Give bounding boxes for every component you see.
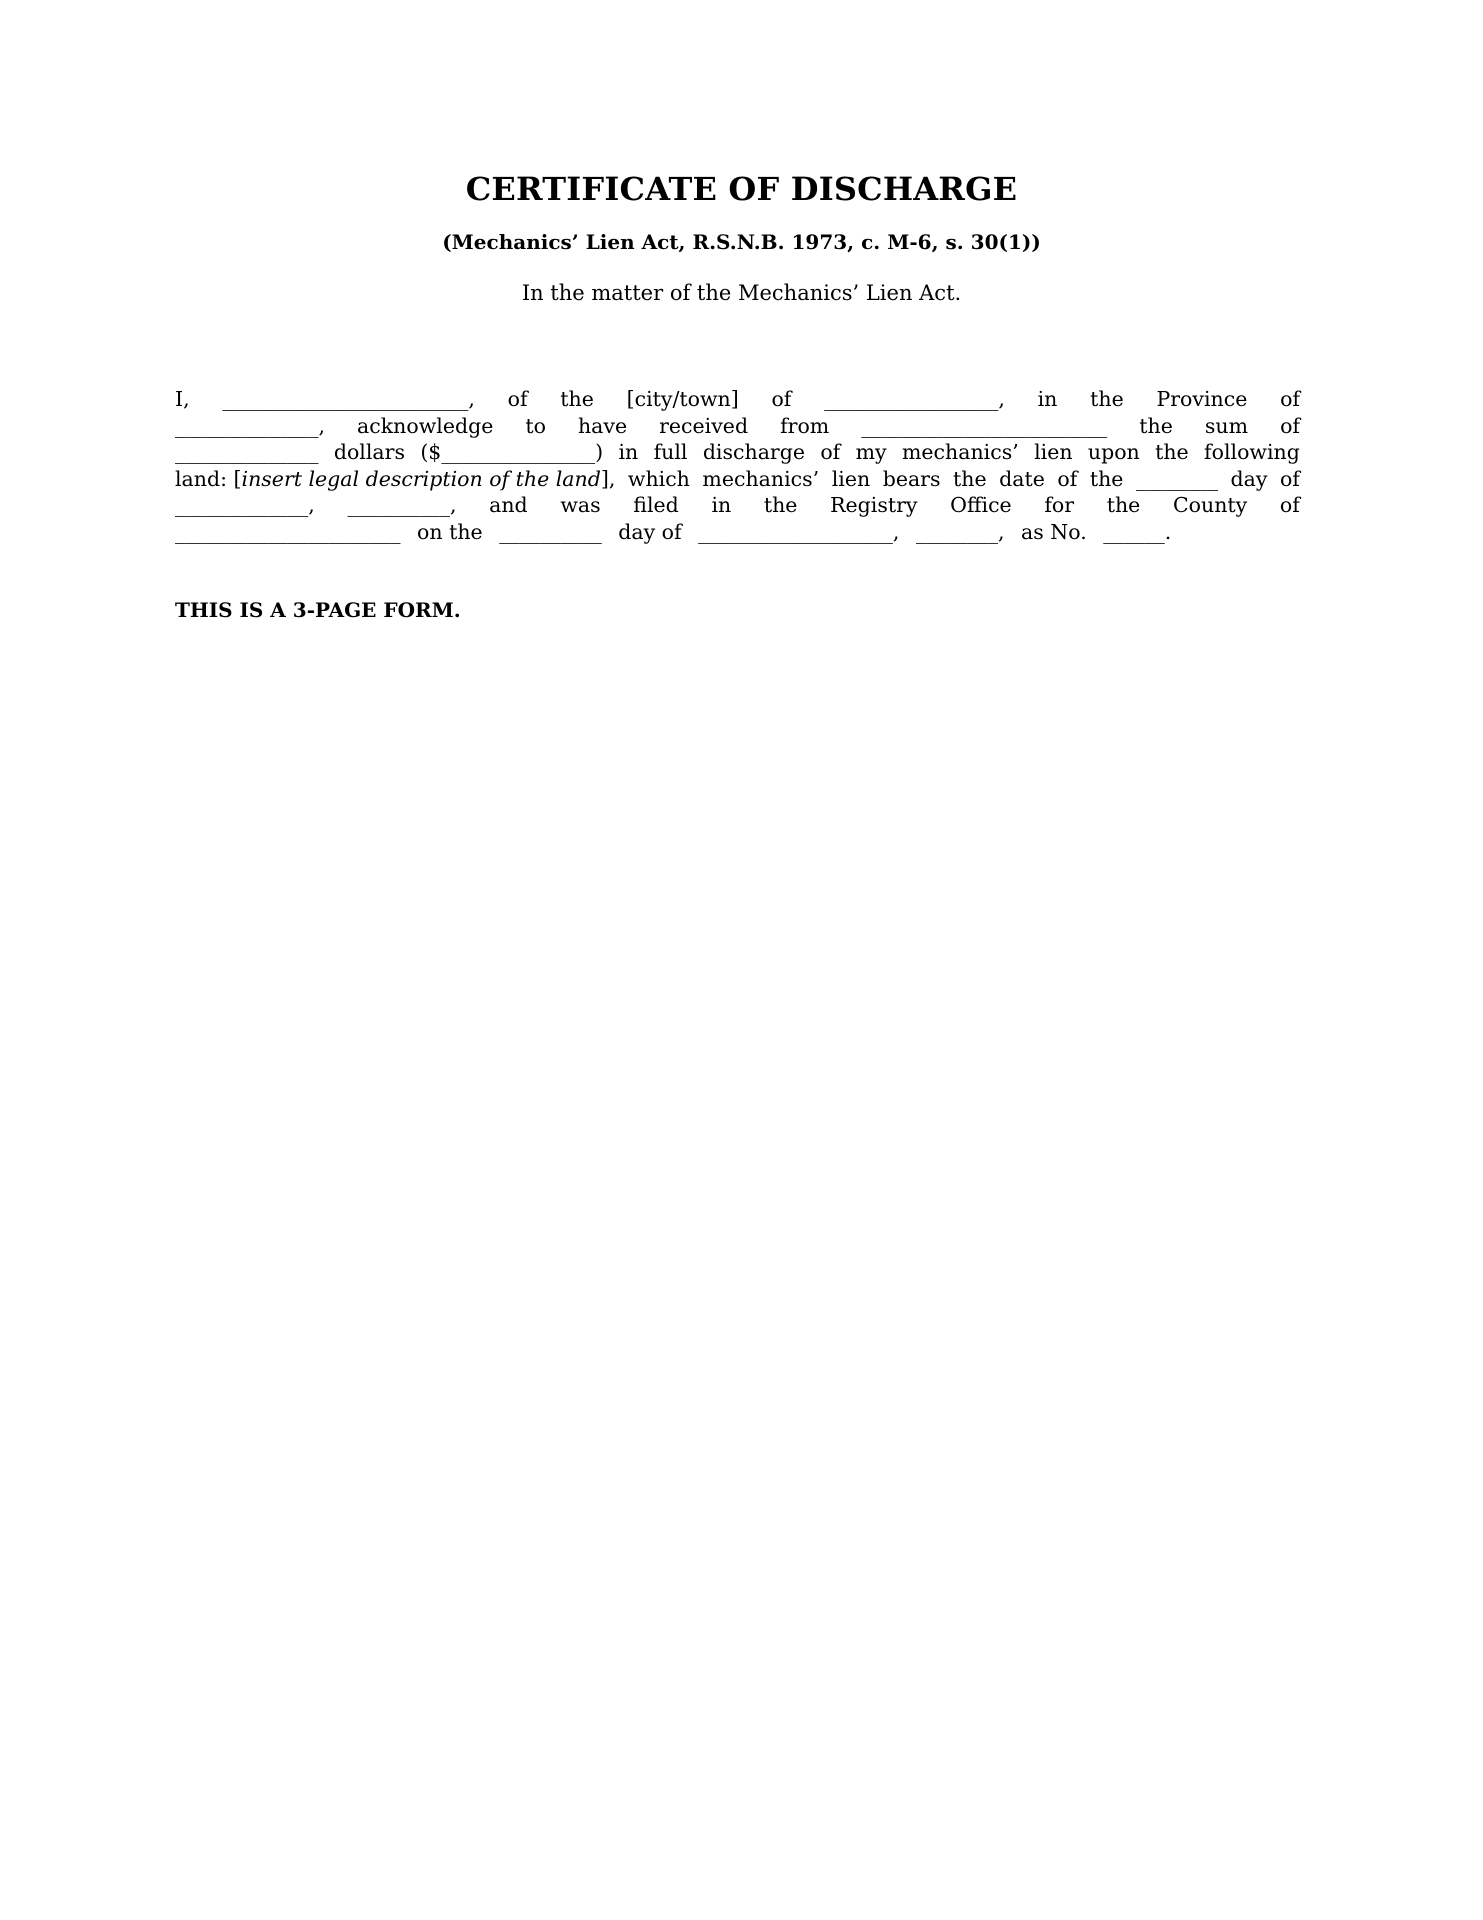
body-line-6 <box>175 519 1300 546</box>
word: full <box>653 440 688 465</box>
word: County <box>1172 493 1248 518</box>
word: in <box>711 493 732 518</box>
word: the <box>1106 493 1141 518</box>
word: as No. <box>1021 519 1087 544</box>
word: for <box>1044 493 1075 518</box>
word: dollars <box>333 440 405 465</box>
word: I, <box>175 387 190 411</box>
word: lien <box>1034 440 1073 465</box>
filed-day-blank: __________ <box>499 519 602 544</box>
word: of <box>507 387 528 411</box>
lien-day-blank: ________ <box>1135 466 1218 491</box>
word: bears <box>882 466 941 491</box>
body-line-2 <box>175 413 1300 440</box>
word: received <box>659 413 749 438</box>
body-line-1 <box>175 386 1300 413</box>
word: sum <box>1204 413 1249 438</box>
word: day of <box>618 519 682 544</box>
land-description-group <box>175 466 615 493</box>
word: on the <box>417 519 483 544</box>
land-description-placeholder: insert legal description of the land <box>241 466 601 491</box>
word: following <box>1204 440 1300 465</box>
document-title: CERTIFICATE OF DISCHARGE <box>465 170 1018 208</box>
word: lien <box>831 466 871 491</box>
word: [city/town] <box>626 387 739 411</box>
word: acknowledge <box>357 413 494 438</box>
word: of <box>1279 493 1300 518</box>
filed-month-blank: ___________________, <box>698 519 900 544</box>
document-subtitle: (Mechanics’ Lien Act, R.S.N.B. 1973, c. M-6, s. 30(1)) <box>442 230 1041 254</box>
word: of <box>1280 387 1300 411</box>
word: Registry <box>830 493 918 518</box>
body-line-3 <box>175 439 1300 466</box>
registration-number-blank: ______. <box>1103 519 1172 544</box>
word: the <box>1090 387 1124 411</box>
word: was <box>560 493 601 518</box>
word: of <box>820 440 841 465</box>
word: have <box>577 413 628 438</box>
certificate-body <box>175 386 1300 546</box>
province-blank: ______________, <box>175 413 326 438</box>
word: mechanics’ <box>702 466 820 491</box>
word: in <box>618 440 639 465</box>
word: of <box>1057 466 1078 491</box>
word: from <box>780 413 830 438</box>
amount-figures-blank: ($_______________) <box>420 440 604 465</box>
body-line-4 <box>175 466 1300 493</box>
word: of <box>1280 413 1300 438</box>
word: the <box>953 466 987 491</box>
word: Office <box>950 493 1012 518</box>
filed-year-blank: ________, <box>915 519 1005 544</box>
word: in <box>1037 387 1058 411</box>
land-lead: land: [ <box>175 466 242 491</box>
word: the <box>1155 440 1189 465</box>
amount-words-blank: ______________ <box>175 440 319 465</box>
county-blank: ______________________ <box>175 519 401 544</box>
word: of <box>771 387 792 411</box>
word: discharge <box>702 440 805 465</box>
word: my <box>855 440 887 465</box>
word: to <box>525 413 546 438</box>
city-blank: _________________, <box>824 387 1005 411</box>
word: day <box>1230 466 1268 491</box>
word: the <box>1139 413 1173 438</box>
word: of <box>1279 466 1300 491</box>
word: Province <box>1156 387 1248 411</box>
body-line-5 <box>175 492 1300 519</box>
page-count-notice: THIS IS A 3-PAGE FORM. <box>175 598 461 622</box>
word: upon <box>1087 440 1140 465</box>
word: date <box>999 466 1045 491</box>
lien-year-blank: __________, <box>347 493 457 518</box>
word: which <box>627 466 690 491</box>
word: mechanics’ <box>901 440 1019 465</box>
word: filed <box>633 493 679 518</box>
word: ], <box>600 466 616 491</box>
word: the <box>763 493 798 518</box>
word: the <box>1089 466 1124 491</box>
lien-month-blank: _____________, <box>175 493 315 518</box>
matter-statement: In the matter of the Mechanics’ Lien Act. <box>521 281 962 305</box>
word: the <box>560 387 594 411</box>
name-blank: ________________________, <box>222 387 475 411</box>
payer-blank: ________________________ <box>861 413 1108 438</box>
word: and <box>489 493 528 518</box>
